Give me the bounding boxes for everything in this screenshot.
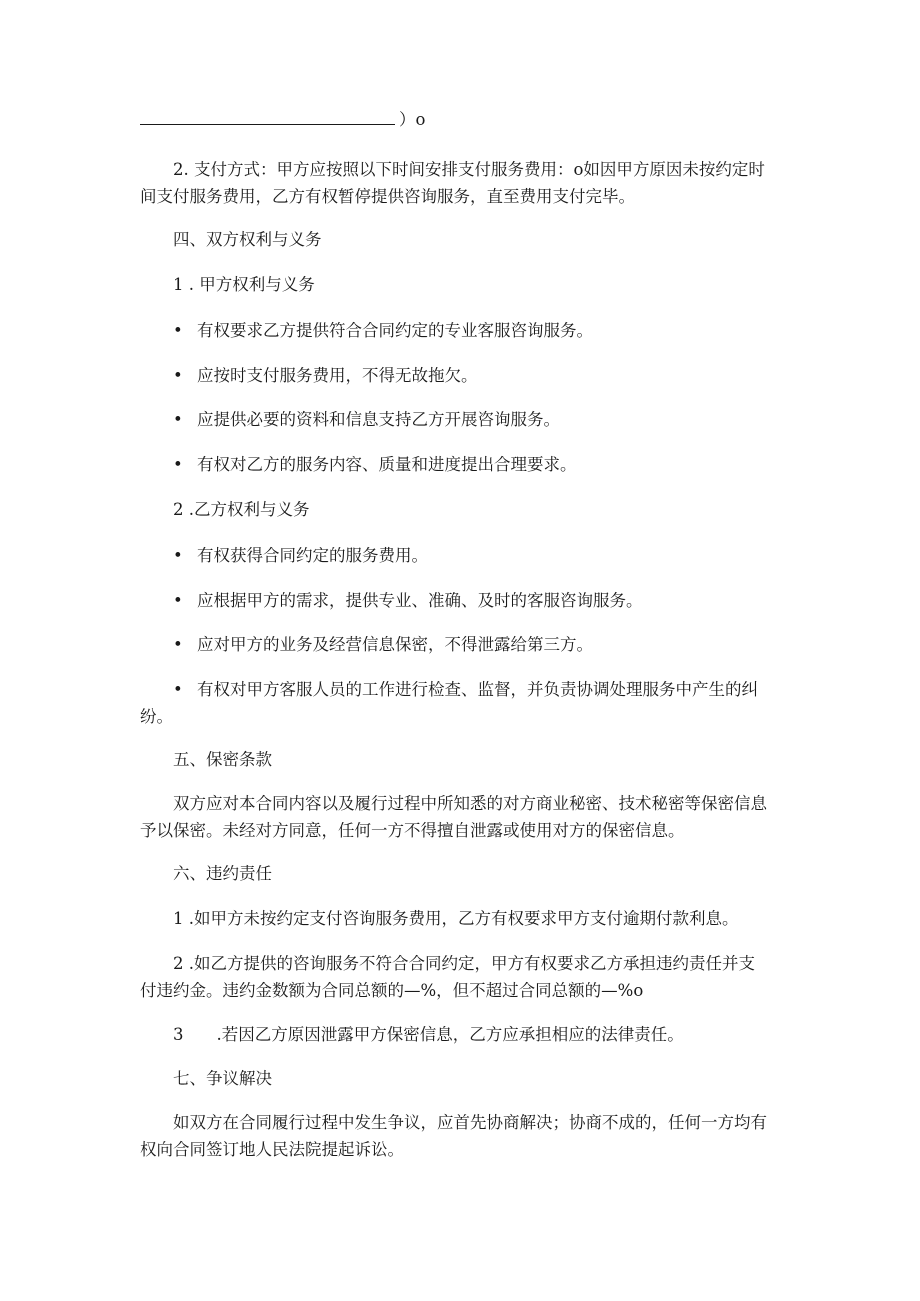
bullet-icon: • <box>173 546 183 565</box>
confidentiality-line2: 予以保密。未经对方同意，任何一方不得擅自泄露或使用对方的保密信息。 <box>140 821 685 840</box>
fill-in-blank-row <box>140 106 780 133</box>
list-item <box>173 362 813 389</box>
section-6-heading: 六、违约责任 <box>173 864 272 883</box>
bullet-icon: • <box>173 591 183 610</box>
list-item-text: 应提供必要的资料和信息支持乙方开展咨询服务。 <box>197 410 560 429</box>
list-item-text: 应根据甲方的需求，提供专业、准确、及时的客服咨询服务。 <box>197 591 643 610</box>
bullet-icon: • <box>173 366 183 385</box>
list-item-text: 有权对甲方客服人员的工作进行检查、监督，并负责协调处理服务中产生的纠 <box>197 680 758 699</box>
payment-method-line2: 间支付服务费用，乙方有权暂停提供咨询服务，直至费用支付完毕。 <box>140 187 635 206</box>
list-item-text: 有权要求乙方提供符合合同约定的专业客服咨询服务。 <box>197 321 593 340</box>
bullet-icon: • <box>173 410 183 429</box>
list-item-text: 有权对乙方的服务内容、质量和进度提出合理要求。 <box>197 455 577 474</box>
party-a-title: 1 . 甲方权利与义务 <box>173 275 315 294</box>
blank-suffix: ）o <box>399 110 426 129</box>
list-item <box>173 676 813 703</box>
bullet-icon: • <box>173 635 183 654</box>
list-item <box>173 451 813 478</box>
list-item-text: 有权获得合同约定的服务费用。 <box>197 546 428 565</box>
list-item <box>173 587 813 614</box>
list-item <box>173 542 813 569</box>
bullet-icon: • <box>173 455 183 474</box>
liability-item-1: 1 .如甲方未按约定支付咨询服务费用，乙方有权要求甲方支付逾期付款利息。 <box>173 909 739 928</box>
liability-item-2-line2: 付违约金。违约金数额为合同总额的—%，但不超过合同总额的—%o <box>140 981 644 1000</box>
blank-underline[interactable] <box>140 110 395 125</box>
list-item-text: 应对甲方的业务及经营信息保密，不得泄露给第三方。 <box>197 635 593 654</box>
confidentiality-line1: 双方应对本合同内容以及履行过程中所知悉的对方商业秘密、技术秘密等保密信息 <box>173 794 767 813</box>
list-item-continuation: 纷。 <box>140 707 173 726</box>
list-item <box>173 406 813 433</box>
dispute-line2: 权向合同签订地人民法院提起诉讼。 <box>140 1140 404 1159</box>
payment-method-line1: 2. 支付方式：甲方应按照以下时间安排支付服务费用：o如因甲方原因未按约定时 <box>173 160 765 179</box>
dispute-line1: 如双方在合同履行过程中发生争议，应首先协商解决；协商不成的，任何一方均有 <box>173 1113 767 1132</box>
list-item <box>173 631 813 658</box>
section-4-heading: 四、双方权利与义务 <box>173 230 322 249</box>
list-item-text: 应按时支付服务费用，不得无故拖欠。 <box>197 366 478 385</box>
bullet-icon: • <box>173 321 183 340</box>
section-5-heading: 五、保密条款 <box>173 750 272 769</box>
section-7-heading: 七、争议解决 <box>173 1069 272 1088</box>
list-item <box>173 317 813 344</box>
party-b-title: 2 .乙方权利与义务 <box>173 500 310 519</box>
bullet-icon: • <box>173 680 183 699</box>
liability-item-3: 3 .若因乙方原因泄露甲方保密信息，乙方应承担相应的法律责任。 <box>173 1025 684 1044</box>
liability-item-2-line1: 2 .如乙方提供的咨询服务不符合合同约定，甲方有权要求乙方承担违约责任并支 <box>173 954 755 973</box>
